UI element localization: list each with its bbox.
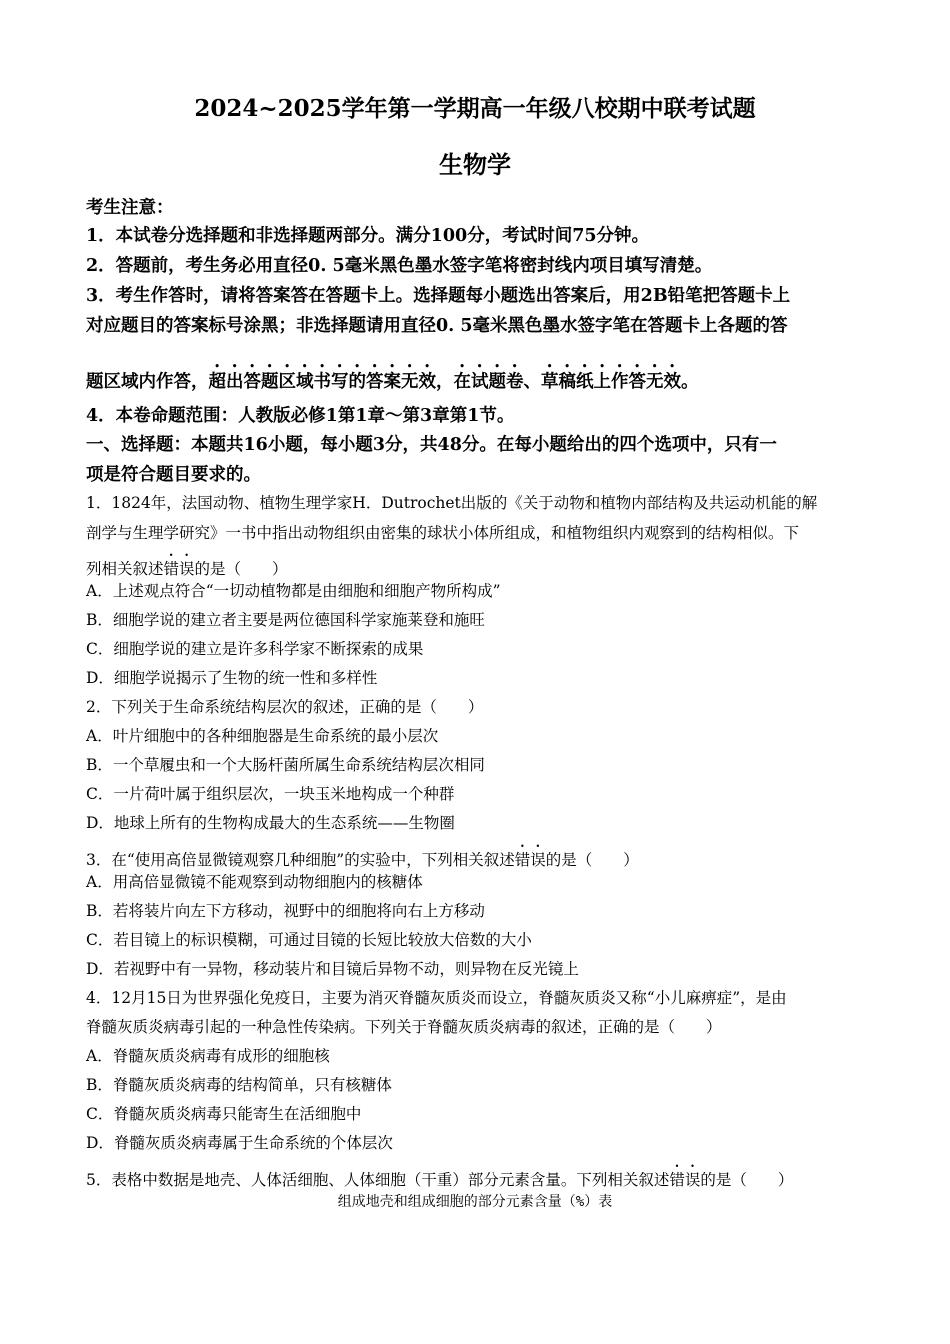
section-heading-line-1: 一、选择题：本题共16小题，每小题3分，共48分。在每小题给出的四个选项中，只有一 (86, 435, 777, 455)
q1-option-a: A．上述观点符合“一切动植物都是由细胞和细胞产物所构成” (86, 582, 501, 600)
q1-option-c: C．细胞学说的建立是许多科学家不断探索的成果 (86, 640, 424, 658)
q4-stem-line-2: 脊髓灰质炎病毒引起的一种急性传染病。下列关于脊髓灰质炎病毒的叙述，正确的是（ ） (86, 1018, 722, 1036)
q2-option-a: A．叶片细胞中的各种细胞器是生命系统的最小层次 (86, 727, 439, 745)
emphasis-text: 错误 (163, 560, 195, 578)
q1-stem-line-3 (86, 551, 288, 579)
notice-item-3-line-2: 对应题目的答案标号涂黑；非选择题请用直径0. 5毫米黑色墨水签字笔在答题卡上各题的答 (86, 316, 788, 336)
q1-stem-line-2: 剖学与生理学研究》一书中指出动物组织由密集的球状小体所组成，和植物组织内观察到的结构相似。下 (86, 524, 800, 542)
q4-option-b: B．脊髓灰质炎病毒的结构简单，只有核糖体 (86, 1076, 392, 1094)
q2-option-b: B．一个草履虫和一个大肠杆菌所属生命系统结构层次相同 (86, 756, 485, 774)
section-heading-line-2: 项是符合题目要求的。 (86, 465, 261, 485)
question-text: 3．在“使用高倍显微镜观察几种细胞”的实验中，下列相关叙述 (86, 851, 515, 869)
q3-stem (86, 842, 639, 870)
subject-title: 生物学 (439, 150, 511, 179)
emphasis-text: 错误 (669, 1171, 701, 1189)
q4-option-a: A．脊髓灰质炎病毒有成形的细胞核 (86, 1047, 330, 1065)
q1-option-d: D．细胞学说揭示了生物的统一性和多样性 (86, 669, 378, 687)
q4-option-c: C．脊髓灰质炎病毒只能寄生在活细胞中 (86, 1105, 362, 1123)
q3-option-b: B．若将装片向左下方移动，视野中的细胞将向右上方移动 (86, 902, 485, 920)
notice-heading: 考生注意： (86, 198, 174, 218)
notice-item-3-line-1: 3．考生作答时，请将答案答在答题卡上。选择题每小题选出答案后，用2B铅笔把答题卡上 (86, 286, 791, 306)
emphasis-text: 在试题卷 (453, 372, 524, 392)
emphasis-text: 错误 (514, 851, 546, 869)
q1-stem-line-1: 1．1824年，法国动物、植物生理学家H．Dutrochet出版的《关于动物和植物内部结构及共运动机能的解 (86, 494, 818, 512)
notice-item-4: 4．本卷命题范围：人教版必修1第1章～第3章第1节。 (86, 406, 515, 426)
notice-text: 题区域内作答， (86, 372, 209, 392)
notice-item-2: 2．答题前，考生务必用直径0. 5毫米黑色墨水签字笔将密封线内项目填写清楚。 (86, 256, 713, 276)
q3-option-d: D．若视野中有一异物，移动装片和目镜后异物不动，则异物在反光镜上 (86, 960, 579, 978)
question-text: 列相关叙述 (86, 560, 164, 578)
exam-title: 2024~2025学年第一学期高一年级八校期中联考试题 (194, 95, 756, 122)
q2-stem: 2．下列关于生命系统结构层次的叙述，正确的是（ ） (86, 698, 484, 716)
q2-option-c: C．一片荷叶属于组织层次，一块玉米地构成一个种群 (86, 785, 455, 803)
question-text: 的是（ ） (545, 851, 639, 869)
emphasis-text: 草稿纸上作答无效 (541, 372, 681, 392)
q4-option-d: D．脊髓灰质炎病毒属于生命系统的个体层次 (86, 1134, 393, 1152)
question-text: 的是（ ） (194, 560, 288, 578)
notice-item-1: 1．本试卷分选择题和非选择题两部分。满分100分，考试时间75分钟。 (86, 226, 650, 246)
q3-option-c: C．若目镜上的标识模糊，可通过目镜的长短比较放大倍数的大小 (86, 931, 532, 949)
q1-option-b: B．细胞学说的建立者主要是两位德国科学家施莱登和施旺 (86, 611, 485, 629)
question-text: 5．表格中数据是地壳、人体活细胞、人体细胞（干重）部分元素含量。下列相关叙述 (86, 1171, 670, 1189)
table-caption: 组成地壳和组成细胞的部分元素含量（%）表 (337, 1194, 613, 1210)
notice-text: 。 (681, 372, 699, 392)
question-text: 的是（ ） (700, 1171, 794, 1189)
emphasis-text: 超出答题区域书写的答案无效 (208, 372, 436, 392)
q5-stem (86, 1162, 793, 1190)
q4-stem-line-1: 4．12月15日为世界强化免疫日，主要为消灭脊髓灰质炎而设立，脊髓灰质炎又称“小儿麻痹症”，是由 (86, 989, 787, 1007)
notice-text: 、 (523, 372, 541, 392)
q3-option-a: A．用高倍显微镜不能观察到动物细胞内的核糖体 (86, 873, 423, 891)
notice-item-3-line-3 (86, 362, 699, 393)
notice-text: ， (436, 372, 454, 392)
q2-option-d: D．地球上所有的生物构成最大的生态系统——生物圈 (86, 814, 455, 832)
